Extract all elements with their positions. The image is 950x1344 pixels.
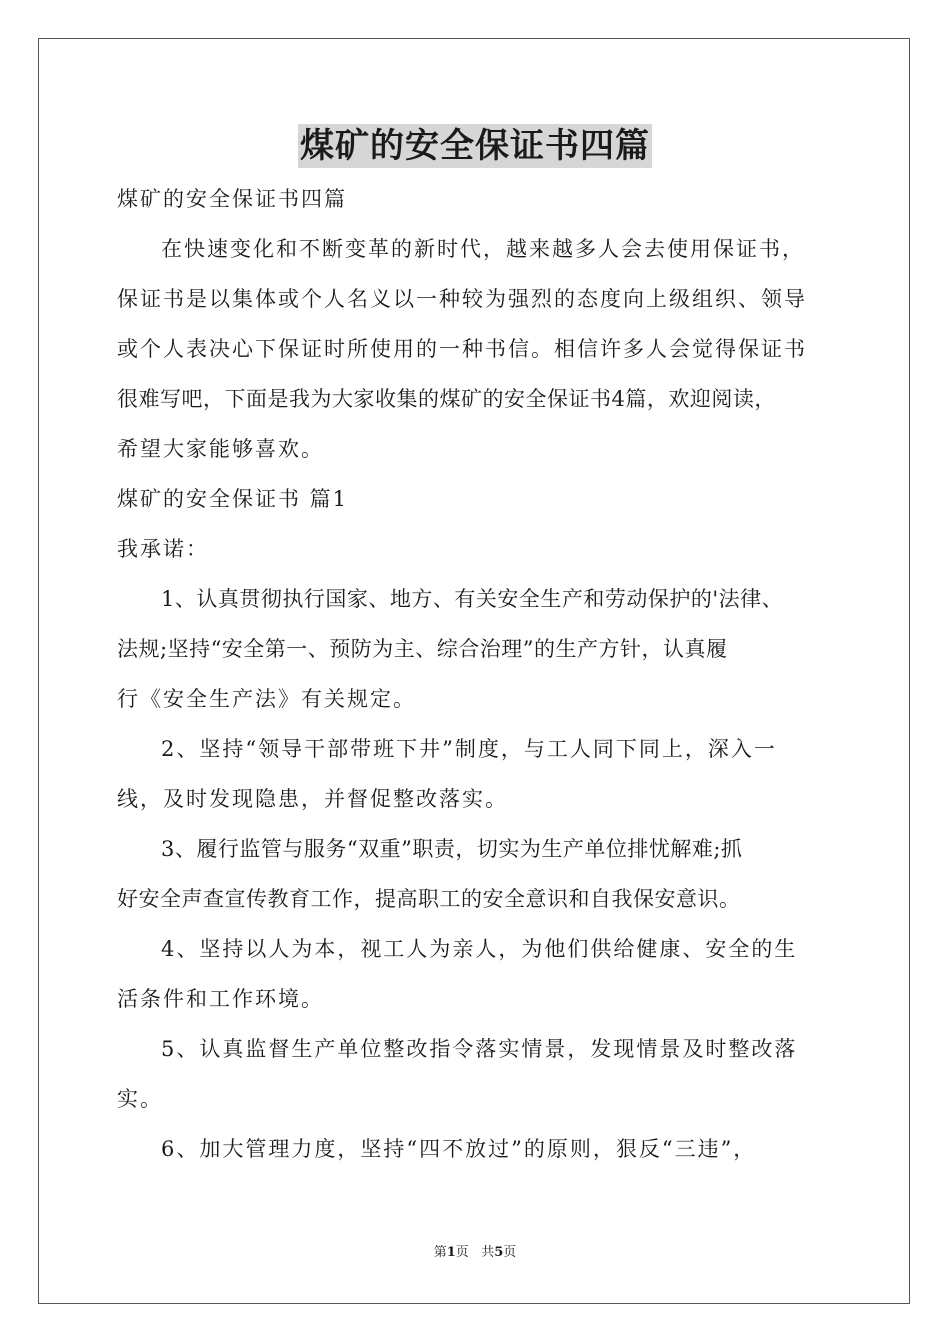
document-title: 煤矿的安全保证书四篇 (300, 126, 650, 166)
page-prefix: 第 (433, 1245, 447, 1260)
paragraph-line: 在快速变化和不断变革的新时代，越来越多人会去使用保证书， (161, 237, 805, 261)
list-item-line: 法规;坚持“安全第一、预防为主、综合治理”的生产方针，认真履 (117, 637, 728, 661)
page-current: 1 (446, 1245, 456, 1260)
title-container (0, 124, 950, 168)
list-item-line: 1、认真贯彻执行国家、地方、有关安全生产和劳动保护的'法律、 (161, 587, 784, 611)
paragraph-line: 很难写吧，下面是我为大家收集的煤矿的安全保证书4篇，欢迎阅读， (117, 387, 776, 411)
paragraph-line: 希望大家能够喜欢。 (117, 437, 324, 461)
list-item-line: 线，及时发现隐患，并督促整改落实。 (117, 787, 508, 811)
total-unit: 页 (503, 1245, 517, 1260)
paragraph-line: 保证书是以集体或个人名义以一种较为强烈的态度向上级组织、领导 (117, 287, 807, 311)
subtitle-line: 煤矿的安全保证书四篇 (117, 187, 347, 211)
list-item-line: 3、履行监管与服务“双重”职责，切实为生产单位排忧解难;抓 (161, 837, 743, 861)
list-item-line: 5、认真监督生产单位整改指令落实情景，发现情景及时整改落 (161, 1037, 798, 1061)
paragraph-line: 或个人表决心下保证时所使用的一种书信。相信许多人会觉得保证书 (117, 337, 807, 361)
list-item-line: 2、坚持“领导干部带班下井”制度，与工人同下同上，深入一 (161, 737, 777, 761)
list-item-line: 好安全声查宣传教育工作，提高职工的安全意识和自我保安意识。 (117, 887, 741, 911)
list-item-line: 实。 (117, 1087, 163, 1111)
document-body (117, 174, 839, 1174)
page-unit: 页 (455, 1245, 469, 1260)
total-prefix: 共 (481, 1245, 495, 1260)
list-item-line: 行《安全生产法》有关规定。 (117, 687, 416, 711)
list-item-line: 4、坚持以人为本，视工人为亲人，为他们供给健康、安全的生 (161, 937, 798, 961)
page-footer (0, 1244, 950, 1262)
paragraph-line: 我承诺： (117, 537, 209, 561)
page-total: 5 (494, 1245, 504, 1260)
list-item-line: 活条件和工作环境。 (117, 987, 324, 1011)
list-item-line: 6、加大管理力度，坚持“四不放过”的原则，狠反“三违”， (161, 1137, 757, 1161)
section-heading: 煤矿的安全保证书 篇1 (117, 487, 349, 511)
